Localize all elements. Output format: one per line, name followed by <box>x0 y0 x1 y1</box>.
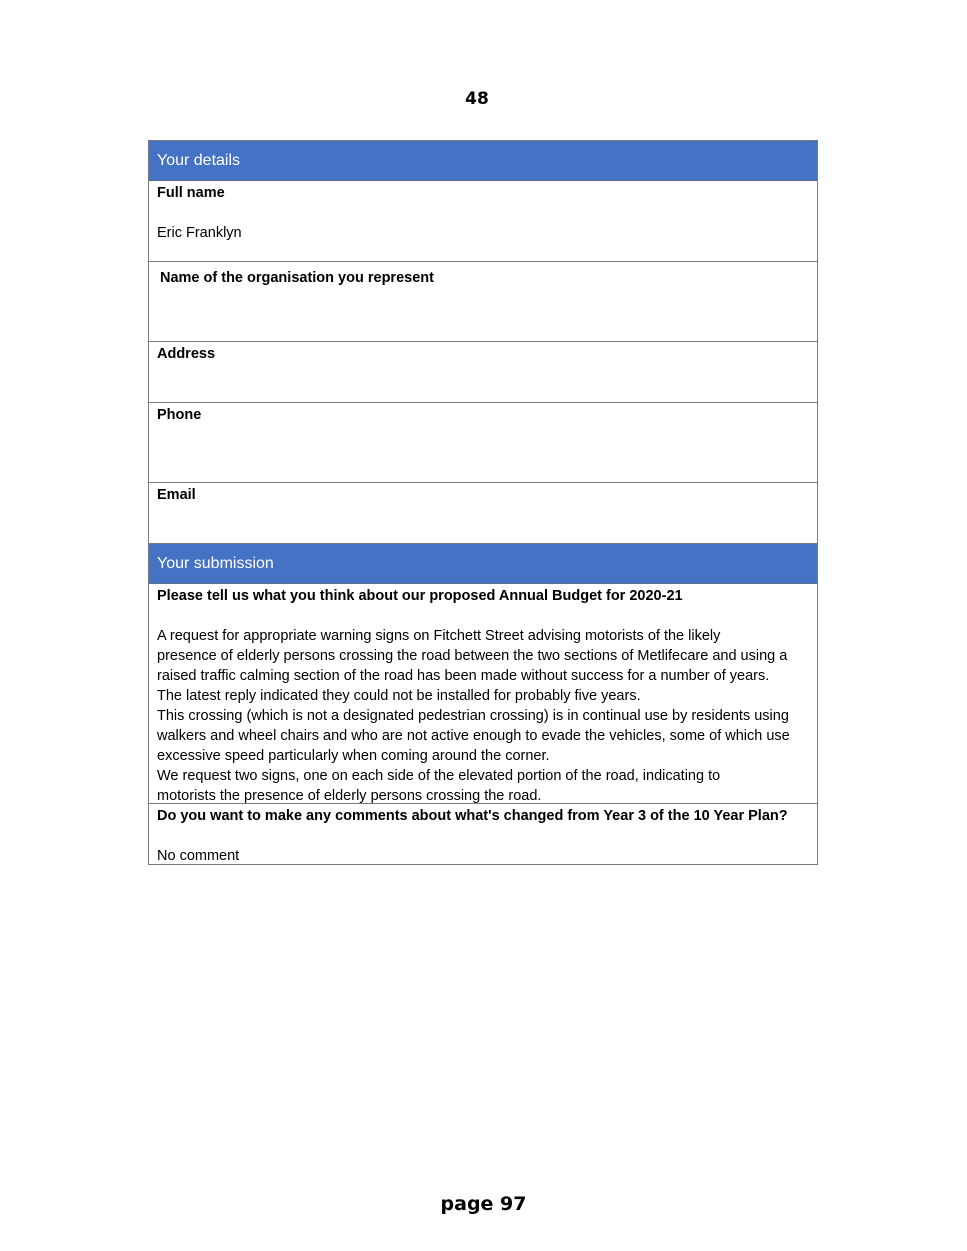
answer-line: walkers and wheel chairs and who are not active enough to evade the vehicles, some of which use <box>157 728 790 744</box>
submission-form <box>148 140 818 865</box>
your-submission-header: Your submission <box>149 544 817 584</box>
organisation-label: Name of the organisation you represent <box>160 270 434 286</box>
ten-year-plan-answer: No comment <box>157 848 240 864</box>
answer-line: A request for appropriate warning signs on Fitchett Street advising motorists of the likely <box>157 628 721 644</box>
phone-row <box>149 403 817 483</box>
answer-line: This crossing (which is not a designated pedestrian crossing) is in continual use by residents using <box>157 708 789 724</box>
annual-budget-question-label: Please tell us what you think about our proposed Annual Budget for 2020-21 <box>157 588 683 604</box>
footer-page-label: page 97 <box>440 1193 527 1215</box>
answer-line: The latest reply indicated they could not be installed for probably five years. <box>157 688 641 704</box>
annual-budget-answer <box>157 626 809 806</box>
your-details-header: Your details <box>149 141 817 181</box>
email-label: Email <box>157 487 196 503</box>
answer-line: We request two signs, one on each side of the elevated portion of the road, indicating to <box>157 768 721 784</box>
organisation-row <box>149 262 817 342</box>
ten-year-plan-question-label: Do you want to make any comments about what's changed from Year 3 of the 10 Year Plan? <box>157 808 788 824</box>
email-row <box>149 483 817 544</box>
address-label: Address <box>157 346 216 362</box>
annual-budget-question-row <box>149 584 817 804</box>
document-page-number: 48 <box>465 89 489 109</box>
full-name-label: Full name <box>157 185 225 201</box>
answer-line: presence of elderly persons crossing the road between the two sections of Metlifecare and using a <box>157 648 788 664</box>
answer-line: excessive speed particularly when coming around the corner. <box>157 748 550 764</box>
full-name-row <box>149 181 817 262</box>
answer-line: motorists the presence of elderly persons crossing the road. <box>157 788 542 804</box>
address-row <box>149 342 817 403</box>
answer-line: raised traffic calming section of the road has been made without success for a number of years. <box>157 668 770 684</box>
spacer <box>157 203 809 223</box>
full-name-value: Eric Franklyn <box>157 225 242 241</box>
spacer <box>157 606 809 626</box>
ten-year-plan-question-row <box>149 804 817 864</box>
phone-label: Phone <box>157 407 202 423</box>
spacer <box>157 826 809 846</box>
